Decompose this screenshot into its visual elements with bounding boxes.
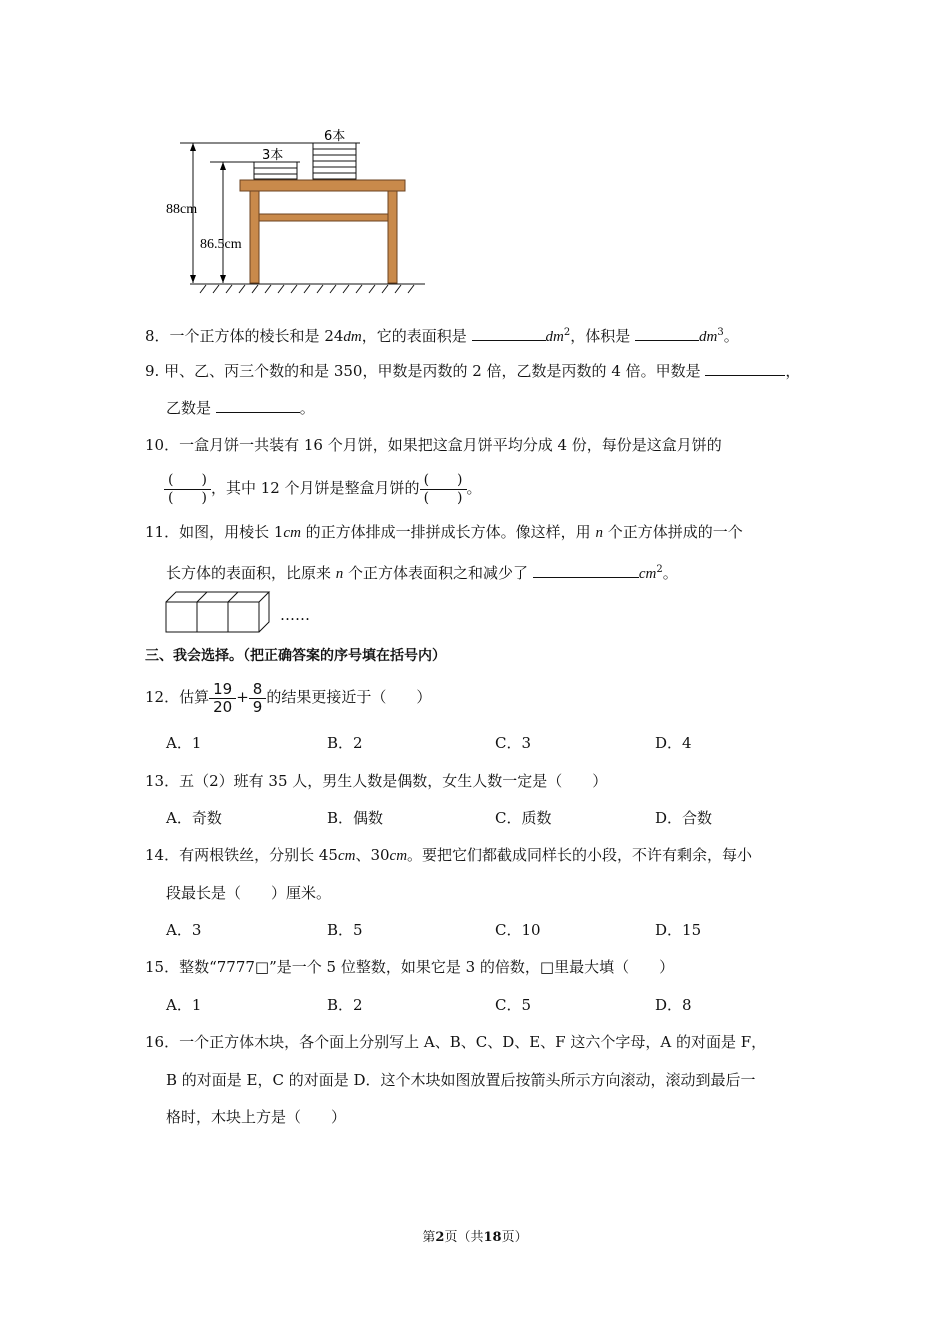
question-13: 13．五（2）班有 35 人，男生人数是偶数，女生人数一定是（ ） xyxy=(145,772,608,790)
option-d[interactable]: D．8 xyxy=(655,996,692,1014)
table-books-figure xyxy=(160,125,430,295)
label-86-5cm: 86.5cm xyxy=(200,237,242,252)
question-11-cont: 长方体的表面积，比原来 n 个正方体表面积之和减少了 $cm^2$。 xyxy=(166,564,678,582)
option-d[interactable]: D．4 xyxy=(655,734,692,752)
option-a[interactable]: A．1 xyxy=(166,996,202,1014)
question-8: 8．一个正方体的棱长和是 24dm，它的表面积是 $dm^2$，体积是 $dm^3$。 xyxy=(145,327,739,345)
label-6-books: 6本 xyxy=(324,129,346,144)
question-14: 14．有两根铁丝，分别长 45cm、30cm。要把它们都截成同样长的小段，不许有剩余，每小 xyxy=(145,846,753,864)
option-d[interactable]: D．合数 xyxy=(655,809,713,827)
question-12: 12．估算 $\frac{19}{20}$ + $\frac{8}{9}$ 的结果更接近于（ ） xyxy=(145,679,432,716)
fraction-blank[interactable]: $\frac{( )}{( )}$ xyxy=(420,472,467,507)
answer-blank[interactable] xyxy=(533,562,639,578)
question-16-cont: 格时，木块上方是（ ） xyxy=(166,1108,347,1126)
answer-blank[interactable] xyxy=(216,397,300,413)
option-b[interactable]: B．2 xyxy=(327,996,363,1014)
option-a[interactable]: A．1 xyxy=(166,734,202,752)
option-a[interactable]: A．奇数 xyxy=(166,809,222,827)
option-b[interactable]: B．5 xyxy=(327,921,363,939)
question-10: 10．一盒月饼一共装有 16 个月饼，如果把这盒月饼平均分成 4 份，每份是这盒月饼的 xyxy=(145,436,722,454)
cubes-figure xyxy=(164,590,274,635)
label-88cm: 88cm xyxy=(166,202,198,217)
question-10-cont: $\frac{( )}{( )}$ ，其中 12 个月饼是整盒月饼的 $\frac{( )}{( )}$ 。 xyxy=(164,468,482,508)
answer-blank[interactable] xyxy=(705,360,785,376)
option-b[interactable]: B．2 xyxy=(327,734,363,752)
answer-blank[interactable] xyxy=(472,325,546,341)
label-3-books: 3本 xyxy=(262,148,284,163)
option-c[interactable]: C．10 xyxy=(495,921,541,939)
question-16-cont: B 的对面是 E，C 的对面是 D．这个木块如图放置后按箭头所示方向滚动，滚动到最后一 xyxy=(166,1071,756,1089)
question-14-cont: 段最长是（ ）厘米。 xyxy=(166,884,332,902)
option-c[interactable]: C．5 xyxy=(495,996,532,1014)
answer-blank[interactable] xyxy=(635,325,699,341)
question-9: 9. 甲、乙、丙三个数的和是 350，甲数是丙数的 2 倍，乙数是丙数的 4 倍。甲数是 ， xyxy=(145,362,801,380)
option-c[interactable]: C．3 xyxy=(495,734,532,752)
question-16: 16．一个正方体木块，各个面上分别写上 A、B、C、D、E、F 这六个字母，A 的对面是 F， xyxy=(145,1033,767,1051)
option-b[interactable]: B．偶数 xyxy=(327,809,384,827)
question-11: 11．如图，用棱长 1cm 的正方体排成一排拼成长方体。像这样，用 n 个正方体拼成的一个 xyxy=(145,523,743,541)
page-footer: 第2页（共18页） xyxy=(422,1230,528,1245)
ellipsis: …… xyxy=(280,606,310,624)
option-d[interactable]: D．15 xyxy=(655,921,702,939)
option-c[interactable]: C．质数 xyxy=(495,809,552,827)
option-a[interactable]: A．3 xyxy=(166,921,202,939)
question-9-cont: 乙数是 。 xyxy=(166,399,315,417)
fraction-blank[interactable]: $\frac{( )}{( )}$ xyxy=(164,472,211,507)
section-3-heading: 三、我会选择。（把正确答案的序号填在括号内） xyxy=(145,648,446,664)
question-15: 15．整数“7777□”是一个 5 位整数，如果它是 3 的倍数，□里最大填（ ） xyxy=(145,958,675,976)
